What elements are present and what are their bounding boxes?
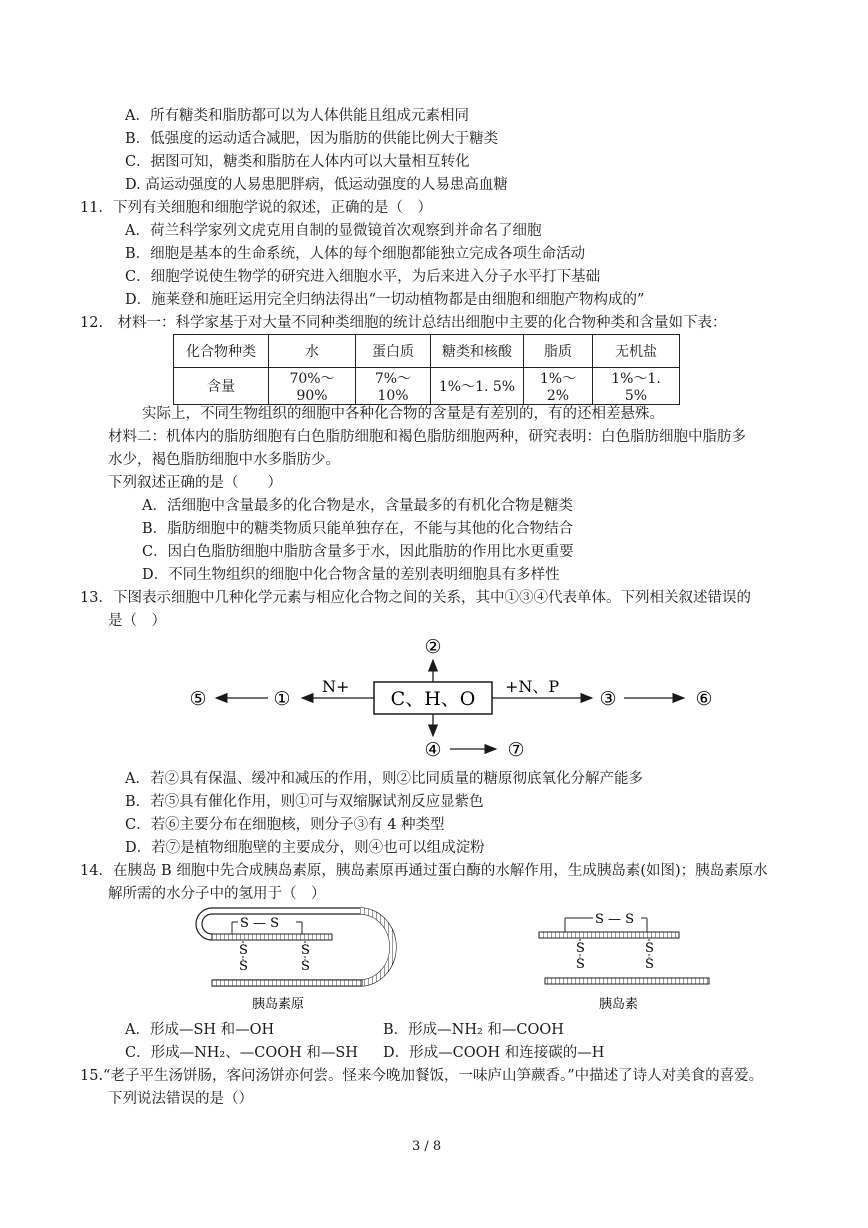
q11-stem: 11．下列有关细胞和细胞学说的叙述，正确的是（ ） — [80, 200, 432, 216]
insulin-figure — [535, 904, 715, 1016]
table-cell: 化合物种类 — [174, 335, 269, 368]
node-5: ⑤ — [189, 688, 207, 710]
q12-option-c: C．因白色脂肪细胞中脂肪含量多于水，因此脂肪的作用比水更重要 — [142, 544, 574, 560]
right-label: +N、P — [505, 677, 560, 696]
s-label: S — [645, 957, 654, 972]
s-label: S — [301, 959, 310, 974]
proinsulin-figure — [180, 904, 410, 1016]
q14-option-b: B．形成—NH₂ 和—COOH — [383, 1022, 564, 1038]
q10-option-b: B．低强度的运动适合减肥，因为脂肪的供能比例大于糖类 — [125, 131, 499, 147]
q13-option-d: D．若⑦是植物细胞壁的主要成分，则④也可以组成淀粉 — [125, 840, 485, 856]
q14-option-c: C．形成—NH₂、—COOH 和—SH — [125, 1045, 358, 1061]
q10-option-c: C．据图可知，糖类和脂肪在人体内可以大量相互转化 — [125, 154, 470, 170]
table-cell: 脂质 — [524, 335, 593, 368]
q12-stem: 12. 材料一：科学家基于对大量不同种类细胞的统计总结出细胞中主要的化合物种类和含量如下表： — [80, 315, 727, 331]
q13-stem-2: 是（ ） — [108, 613, 166, 629]
node-6: ⑥ — [695, 688, 713, 710]
ss-bond-label: S — S — [240, 916, 280, 931]
node-3: ③ — [599, 688, 617, 710]
table-cell: 7%～10% — [356, 368, 431, 405]
q15-stem-1: 15.“老子平生汤饼肠，客问汤饼亦何尝。怪来今晚加餐饭，一味庐山笋蕨香。”中描述了诗人对美食的喜爱。 — [80, 1068, 764, 1084]
s-label: S — [239, 959, 248, 974]
table-cell: 水 — [269, 335, 356, 368]
q13-option-a: A．若②具有保温、缓冲和减压的作用，则②比同质量的糖原彻底氧化分解产能多 — [125, 771, 643, 787]
q13-option-c: C．若⑥主要分布在细胞核，则分子③有 4 种类型 — [125, 817, 445, 833]
q13-option-b: B．若⑤具有催化作用，则①可与双缩脲试剂反应显紫色 — [125, 794, 484, 810]
q14-stem-1: 14．在胰岛 B 细胞中先合成胰岛素原，胰岛素原再通过蛋白酶的水解作用，生成胰岛素(如图)；胰岛素原水 — [80, 863, 768, 879]
q12-option-b: B．脂肪细胞中的糖类物质只能单独存在，不能与其他的化合物结合 — [142, 521, 574, 537]
insulin-caption: 胰岛素 — [599, 997, 639, 1012]
q11-option-d: D．施莱登和施旺运用完全归纳法得出“一切动植物都是由细胞和细胞产物构成的” — [125, 292, 645, 308]
q12-option-d: D．不同生物组织的细胞中化合物含量的差别表明细胞具有多样性 — [142, 567, 560, 583]
s-label: S — [301, 943, 310, 958]
page-number: 3 / 8 — [412, 1139, 442, 1154]
s-label: S — [576, 941, 585, 956]
s-label: S — [576, 957, 585, 972]
table-cell: 1%～2% — [524, 368, 593, 405]
q12-paragraph-2b: 水少，褐色脂肪细胞中水多脂肪少。 — [108, 452, 340, 468]
node-2: ② — [424, 636, 442, 658]
node-1: ① — [273, 688, 291, 710]
q11-option-c: C．细胞学说使生物学的研究进入细胞水平，为后来进入分子水平打下基础 — [125, 269, 601, 285]
q10-option-a: A．所有糖类和脂肪都可以为人体供能且组成元素相同 — [125, 108, 469, 124]
q13-stem-1: 13．下图表示细胞中几种化学元素与相应化合物之间的关系，其中①③④代表单体。下列相关叙述错误的 — [80, 590, 751, 606]
table-cell: 1%～1. 5% — [431, 368, 524, 405]
proinsulin-caption: 胰岛素原 — [252, 997, 305, 1012]
left-label: N+ — [322, 677, 350, 696]
q12-paragraph-2a: 材料二：机体内的脂肪细胞有白色脂肪细胞和褐色脂肪细胞两种，研究表明：白色脂肪细胞中脂肪多 — [108, 429, 746, 445]
center-label: C、H、O — [390, 688, 476, 710]
s-label: S — [645, 941, 654, 956]
table-cell: 糖类和核酸 — [431, 335, 524, 368]
q14-option-d: D．形成—COOH 和连接碳的—H — [383, 1045, 605, 1061]
q11-option-a: A．荷兰科学家列文虎克用自制的显微镜首次观察到并命名了细胞 — [125, 223, 542, 239]
table-cell: 含量 — [174, 368, 269, 405]
table-cell: 无机盐 — [593, 335, 680, 368]
s-label: S — [239, 943, 248, 958]
ss-bond-label: S — S — [595, 912, 635, 927]
node-4: ④ — [424, 739, 442, 761]
table-cell: 蛋白质 — [356, 335, 431, 368]
q12-ask: 下列叙述正确的是（ ） — [108, 475, 282, 491]
q12-paragraph-1: 实际上，不同生物组织的细胞中各种化合物的含量是有差别的，有的还相差悬殊。 — [142, 406, 664, 422]
q14-option-a: A．形成—SH 和—OH — [125, 1022, 275, 1038]
q11-option-b: B．细胞是基本的生命系统，人体的每个细胞都能独立完成各项生命活动 — [125, 246, 586, 262]
node-7: ⑦ — [507, 739, 525, 761]
q14-stem-2: 解所需的水分子中的氢用于（ ） — [108, 886, 326, 902]
table-cell: 1%～1. 5% — [593, 368, 680, 405]
q10-option-d: D. 高运动强度的人易患肥胖病，低运动强度的人易患高血糖 — [125, 177, 508, 193]
table-cell: 70%～90% — [269, 368, 356, 405]
q12-option-a: A．活细胞中含量最多的化合物是水，含量最多的有机化合物是糖类 — [142, 498, 573, 514]
q15-stem-2: 下列说法错误的是（） — [108, 1091, 253, 1107]
